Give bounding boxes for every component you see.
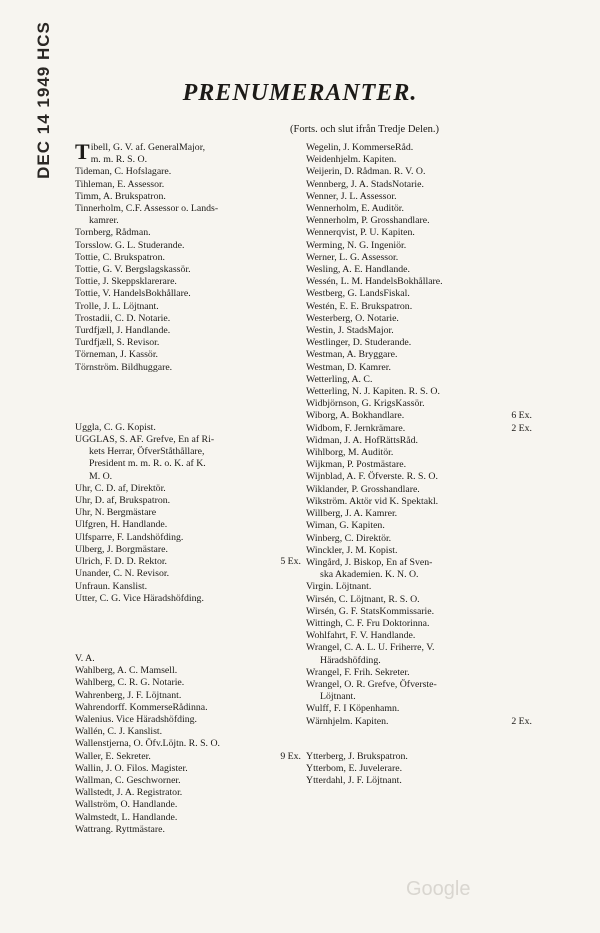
subscriber-entry: Wetterling, N. J. Kapiten. R. S. O. [306,386,440,398]
subscriber-entry: Wennerqvist, P. U. Kapiten. [306,227,415,239]
subscriber-list-v [75,653,315,836]
list-item [306,763,546,775]
list-item [306,484,546,496]
list-item [75,665,315,677]
list-item [75,519,315,531]
subscriber-entry: Utter, C. G. Vice Häradshöfding. [75,592,204,604]
subscriber-list-y [306,751,546,788]
subscriber-entry: Ulfgren, H. Handlande. [75,519,168,531]
list-item [306,545,546,557]
subscriber-entry: Wahrenberg, J. F. Löjtnant. [75,689,182,701]
subscriber-entry: Westman, D. Kamrer. [306,361,391,373]
list-item [306,655,546,667]
subscriber-entry: Ulberg, J. Borgmästare. [75,543,168,555]
subscriber-entry: Westberg, G. LandsFiskal. [306,288,410,300]
subscriber-entry: Tinnerholm, C.F. Assessor o. Lands- [75,203,219,215]
subscriber-entry: Wattrang. Ryttmästare. [75,823,165,835]
left-column [75,139,315,836]
subscriber-entry: Wahlberg, C. R. G. Notarie. [75,677,185,689]
subscriber-entry: ibell, G. V. af. GeneralMajor, [90,142,206,153]
list-item [75,532,315,544]
subscriber-entry: Willberg, J. A. Kamrer. [306,508,398,520]
subscriber-entry: Turdfjæll, S. Revisor. [75,337,160,349]
drop-cap: T [75,139,90,164]
list-item [75,215,315,227]
list-item [75,677,315,689]
list-item [306,751,546,763]
list-item [306,142,546,154]
list-item [75,337,315,349]
subscriber-entry: Ytterdahl, J. F. Löjtnant. [306,775,402,787]
subscriber-entry: Wirsén, G. F. StatsKommissarie. [306,605,435,617]
subscriber-list-w [306,142,546,728]
list-item [306,203,546,215]
subscriber-entry: m. m. R. S. O. [90,154,148,166]
subscriber-entry: ska Akademien. K. N. O. [320,569,419,581]
list-item [75,581,315,593]
subscriber-entry: Wesling, A. E. Handlande. [306,264,410,276]
list-item [75,593,315,605]
list-item [75,568,315,580]
list-item [75,240,315,252]
copies-count: 2 Ex. [511,422,532,434]
subscriber-entry: Löjtnant. [320,691,356,703]
subscriber-entry: Widbom, F. Jernkrämare. [306,422,406,434]
watermark: Google [406,878,471,900]
list-item [306,301,546,313]
subscriber-entry: Westerberg, O. Notarie. [306,312,399,324]
subscriber-entry: Wallén, C. J. Kanslist. [75,726,163,738]
list-item [75,763,315,775]
list-item [306,569,546,581]
list-item [306,349,546,361]
subscriber-entry: Wikström. Aktör vid K. Spektakl. [306,495,439,507]
subscriber-entry: Tottie, G. V. Bergslagskassör. [75,264,191,276]
list-item [75,812,315,824]
subscriber-entry: Wittingh, C. F. Fru Doktorinna. [306,617,430,629]
subscriber-entry: V. A. [75,652,95,664]
subscriber-entry: Torsslow. G. L. Studerande. [75,239,185,251]
subscriber-entry: Wegelin, J. KommerseRåd. [306,142,414,153]
subscriber-entry: Widman, J. A. HofRättsRåd. [306,434,418,446]
list-item [75,824,315,836]
subscriber-entry: Ulfsparre, F. Landshöfding. [75,531,184,543]
subscriber-entry: Winberg, C. Direktör. [306,532,392,544]
list-item [75,738,315,750]
list-item [75,446,315,458]
list-item [75,775,315,787]
list-item [75,653,315,665]
subscriber-entry: Uhr, C. D. af, Direktör. [75,482,166,494]
list-item [75,325,315,337]
subscriber-entry: Turdfjæll, J. Handlande. [75,325,171,337]
list-item [75,179,315,191]
copies-count: 9 Ex. [280,750,301,762]
right-column [306,142,546,787]
list-item [306,459,546,471]
list-item [75,702,315,714]
list-item [75,690,315,702]
subscriber-entry: Wiborg, A. Bokhandlare. [306,410,405,422]
subscriber-entry: Wihlborg, M. Auditör. [306,447,394,459]
subscriber-entry: Wingård, J. Biskop, En af Sven- [306,556,433,568]
subscriber-entry: Wijnblad, A. F. Öfverste. R. S. O. [306,471,438,483]
subscriber-entry: Wahrendorff. KommerseRådinna. [75,701,208,713]
subscriber-entry: Wijkman, P. Postmästare. [306,459,407,471]
subscriber-entry: Tideman, C. Hofslagare. [75,166,172,178]
list-item [75,264,315,276]
subscriber-entry: Uhr, N. Bergmästare [75,507,157,519]
list-item [306,398,546,410]
subscriber-entry: Wirsén, C. Löjtnant, R. S. O. [306,593,420,605]
list-item [306,325,546,337]
list-item [75,166,315,178]
subscriber-entry: Uhr, D. af, Brukspatron. [75,495,171,507]
list-item [306,288,546,300]
list-item [75,362,315,374]
subscriber-entry: Wiman, G. Kapiten. [306,520,385,532]
subscriber-entry: Virgin. Löjtnant. [306,581,372,593]
subscriber-entry: Wrangel, O. R. Grefve, Öfverste- [306,678,437,690]
subscriber-entry: Tottie, C. Brukspatron. [75,251,165,263]
list-item [306,240,546,252]
list-item [75,203,315,215]
list-item [306,191,546,203]
list-item [306,679,546,691]
list-item [75,751,315,763]
list-item [306,386,546,398]
subscriber-entry: Unander, C. N. Revisor. [75,568,170,580]
subscriber-entry: Wärnhjelm. Kapiten. [306,715,389,727]
subscriber-entry: Wallman, C. Geschworner. [75,774,181,786]
subscriber-entry: kets Herrar, ÖfverStåthållare, [89,446,205,458]
list-item [306,215,546,227]
list-item [306,179,546,191]
subscriber-entry: Tihleman, E. Assessor. [75,178,165,190]
list-item [75,495,315,507]
subscriber-entry: Wennerholm, P. Grosshandlare. [306,215,430,227]
list-item [306,667,546,679]
subscriber-entry: Weidenhjelm. Kapiten. [306,154,397,166]
list-item [75,483,315,495]
list-item [306,227,546,239]
list-item [75,227,315,239]
list-item [75,787,315,799]
list-item [306,166,546,178]
subscriber-entry: Westin, J. StadsMajor. [306,325,394,337]
list-item [75,458,315,470]
list-item [306,775,546,787]
list-item [75,434,315,446]
list-item [306,496,546,508]
copies-count: 2 Ex. [511,715,532,727]
list-item [306,313,546,325]
subscriber-entry: Wennerholm, E. Auditör. [306,203,404,215]
list-item [75,556,315,568]
subscriber-entry: Ytterbom, E. Juvelerare. [306,762,403,774]
subscriber-entry: M. O. [89,470,113,482]
subscriber-entry: Tottie, J. Skeppsklarerare. [75,276,177,288]
subscriber-entry: Trolle, J. L. Löjtnant. [75,300,159,312]
library-date-stamp [16,8,68,198]
stamp-text: DEC 14 1949 HCS [34,21,53,179]
list-item [306,691,546,703]
subscriber-entry: Wetterling, A. C. [306,373,373,385]
list-item [306,276,546,288]
list-item [306,423,546,435]
list-item [75,726,315,738]
list-item [306,520,546,532]
subscriber-entry: Wallenstjerna, O. Öfv.Löjtn. R. S. O. [75,738,220,750]
page-title: PRENUMERANTER. [182,80,418,106]
subscriber-entry: Wahlberg, A. C. Mamsell. [75,665,178,677]
list-item [306,618,546,630]
subscriber-entry: Wiklander, P. Grosshandlare. [306,483,420,495]
list-item [306,703,546,715]
subscriber-entry: Wallström, O. Handlande. [75,799,178,811]
list-item [306,252,546,264]
subscriber-entry: Weijerin, D. Rådman. R. V. O. [306,166,426,178]
list-item [306,630,546,642]
list-item [75,252,315,264]
list-item [306,337,546,349]
subscriber-list-t [75,139,315,374]
subscriber-entry: Westén, E. E. Brukspatron. [306,300,413,312]
list-item [75,349,315,361]
subscriber-entry: Wallin, J. O. Filos. Magister. [75,762,188,774]
subscriber-entry: Wrangel, F. Frih. Sekreter. [306,666,410,678]
list-item [75,154,315,166]
subscriber-entry: President m. m. R. o. K. af K. [89,458,206,470]
subscriber-entry: Wohlfahrt, F. V. Handlande. [306,630,416,642]
list-item [306,447,546,459]
subscriber-entry: Walmstedt, L. Handlande. [75,811,178,823]
list-item [306,716,546,728]
subscriber-entry: Widbjörnson, G. KrigsKassör. [306,398,425,410]
list-item [306,264,546,276]
list-item [75,313,315,325]
subscriber-entry: Walenius. Vice Häradshöfding. [75,713,197,725]
list-item [306,508,546,520]
list-item [306,410,546,422]
list-item [306,362,546,374]
list-item [306,471,546,483]
subscriber-entry: Westlinger, D. Studerande. [306,337,412,349]
subscriber-entry: Wennberg, J. A. StadsNotarie. [306,178,424,190]
subscriber-entry: Törneman, J. Kassör. [75,349,158,361]
list-item [306,557,546,569]
subscriber-entry: Uggla, C. G. Kopist. [75,421,156,433]
subscriber-entry: Tottie, V. HandelsBokhållare. [75,288,191,300]
subscriber-entry: Werming, N. G. Ingeniör. [306,239,407,251]
list-item [306,581,546,593]
copies-count: 6 Ex. [511,410,532,422]
subscriber-entry: Wulff, F. I Köpenhamn. [306,703,400,715]
page-subtitle: (Forts. och slut ifrån Tredje Delen.) [290,124,440,135]
subscriber-entry: UGGLAS, S. AF. Grefve, En af Ri- [75,434,215,446]
copies-count: 5 Ex. [280,556,301,568]
subscriber-entry: Tornberg, Rådman. [75,227,151,239]
subscriber-entry: Unfraun. Kanslist. [75,580,148,592]
subscriber-list-u [75,422,315,605]
subscriber-entry: Wessén, L. M. HandelsBokhållare. [306,276,443,288]
subscriber-entry: Häradshöfding. [320,654,381,666]
subscriber-entry: Wenner, J. L. Assessor. [306,190,397,202]
subscriber-entry: Ulrich, F. D. D. Rektor. [75,556,168,568]
list-item [75,301,315,313]
subscriber-entry: Wallstedt, J. A. Registrator. [75,787,183,799]
subscriber-entry: Waller, E. Sekreter. [75,750,151,762]
list-item [75,714,315,726]
list-item [75,544,315,556]
subscriber-entry: Westman, A. Bryggare. [306,349,398,361]
list-item [306,154,546,166]
subscriber-entry: kamrer. [89,215,119,227]
subscriber-entry: Timm, A. Brukspatron. [75,190,166,202]
list-item [75,799,315,811]
subscriber-entry: Törnström. Bildhuggare. [75,361,173,373]
list-item [306,642,546,654]
subscriber-entry: Ytterberg, J. Brukspatron. [306,750,408,762]
subscriber-entry: Werner, L. G. Assessor. [306,251,399,263]
list-item [75,191,315,203]
list-item [75,422,315,434]
subscriber-entry: Trostadii, C. D. Notarie. [75,312,171,324]
list-item [75,507,315,519]
list-item [306,533,546,545]
list-item [75,276,315,288]
list-item [75,471,315,483]
subscriber-entry: Winckler, J. M. Kopist. [306,544,398,556]
list-item [306,435,546,447]
subscriber-entry: Wrangel, C. A. L. U. Friherre, V. [306,642,435,654]
list-item [306,606,546,618]
list-item [75,288,315,300]
list-item [306,594,546,606]
list-item [306,374,546,386]
